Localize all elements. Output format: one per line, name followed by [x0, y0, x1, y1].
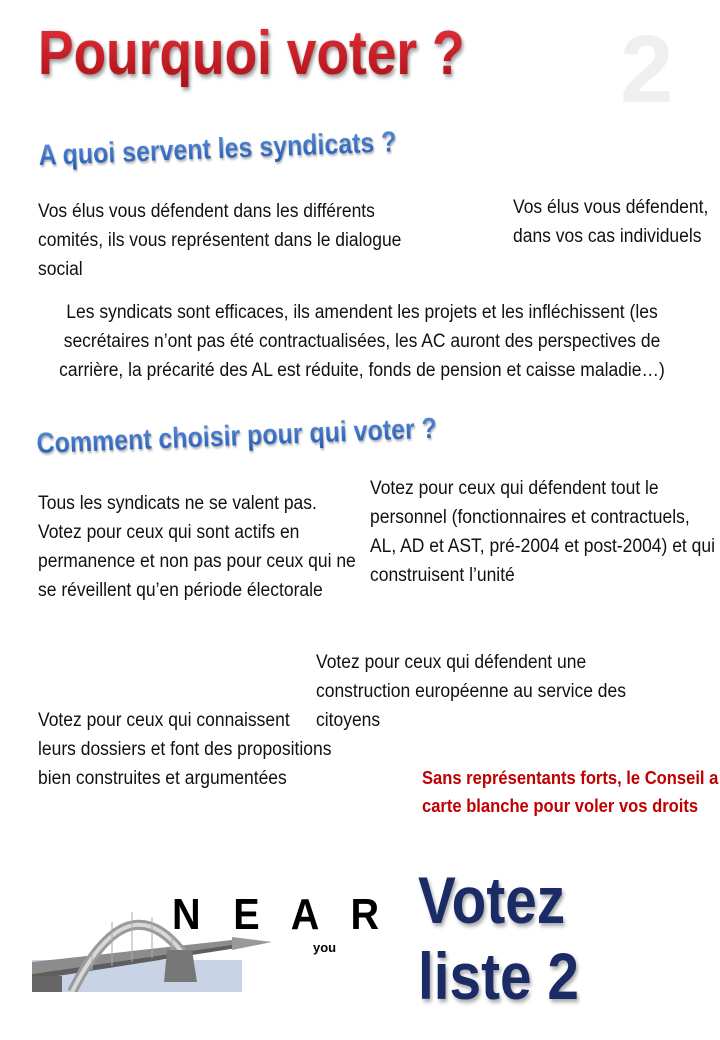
- vote-line-1: Votez: [418, 863, 566, 937]
- text-cas-individuels: Vos élus vous défendent, dans vos cas individuels: [513, 197, 709, 247]
- section-heading-syndicats: A quoi servent les syndicats ?: [38, 126, 398, 172]
- text-dossiers: Votez pour ceux qui connaissent leurs dossiers et font des propositions bien construites et argumentées: [38, 710, 332, 789]
- text-comites: Vos élus vous défendent dans les différents comités, ils vous représentent dans le dialogue social: [38, 201, 402, 280]
- text-tout-personnel: Votez pour ceux qui défendent tout le personnel (fonctionnaires et contractuels, AL, AD et AST, pré-2004 et post-2004) et qui construisent l’unité: [370, 478, 715, 586]
- vote-line-2: liste 2: [418, 939, 579, 1013]
- logo-subtitle: you: [313, 940, 337, 955]
- text-construction-europeenne: Votez pour ceux qui défendent une construction européenne au service des citoyens: [316, 652, 626, 731]
- text-actifs: Tous les syndicats ne se valent pas. Votez pour ceux qui sont actifs en permanence et non pas pour ceux qui ne se réveillent qu’en période électorale: [38, 493, 356, 601]
- page-title: Pourquoi voter ?: [38, 19, 465, 88]
- warning-text: Sans représentants forts, le Conseil a carte blanche pour voler vos droits: [422, 768, 719, 816]
- text-efficaces: Les syndicats sont efficaces, ils amendent les projets et les infléchissent (les secrétaires n’ont pas été contractualisées, les AC auront des perspectives de carrière, la précarité des AL est réduite, fonds de pension et caisse maladie…): [59, 302, 665, 381]
- list-number-watermark: 2: [620, 16, 674, 123]
- vote-call-to-action: [418, 862, 579, 1014]
- logo-name: N E A R: [172, 890, 390, 939]
- section-heading-choisir: Comment choisir pour qui voter ?: [36, 412, 438, 460]
